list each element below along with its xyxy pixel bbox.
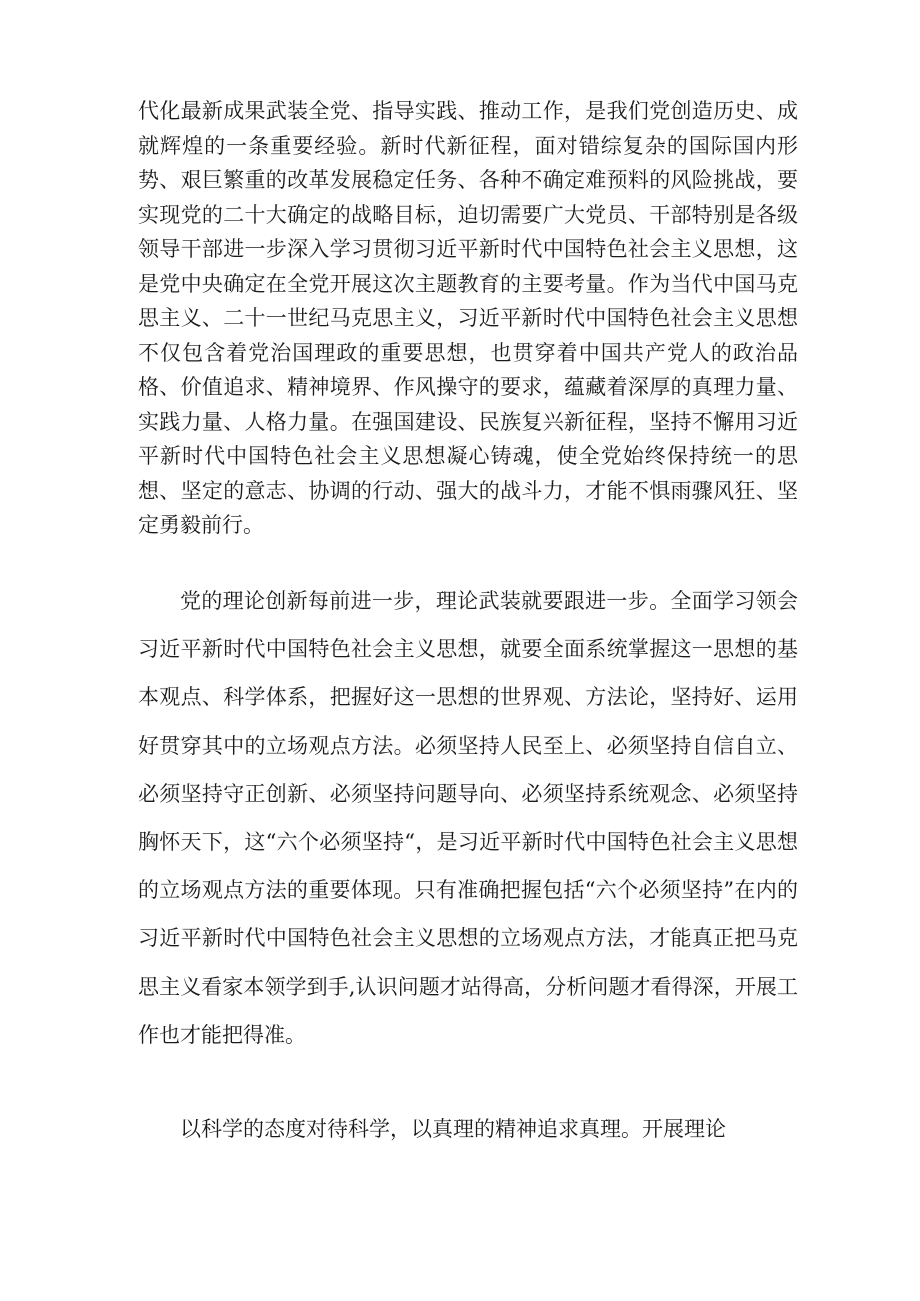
paragraph-2: 党的理论创新每前进一步，理论武装就要跟进一步。全面学习领会习近平新时代中国特色社会主义思想，就要全面系统掌握这一思想的基本观点、科学体系，把握好这一思想的世界观、方法论，坚持好、运用好贯穿其中的立场观点方法。必须坚持人民至上、必须坚持自信自立、必须坚持守正创新、必须坚持问题导向、必须坚持系统观念、必须坚持胸怀天下，这“六个必须坚持“，是习近平新时代中国特色社会主义思想的立场观点方法的重要体现。只有准确把握包括“六个必须坚持”在内的习近平新时代中国特色社会主义思想的立场观点方法，才能真正把马克思主义看家本领学到手,认识问题才站得高，分析问题才看得深，开展工作也才能把得准。 [138, 589, 798, 1047]
paragraph-1: 代化最新成果武装全党、指导实践、推动工作，是我们党创造历史、成就辉煌的一条重要经验。新时代新征程，面对错综复杂的国际国内形势、艰巨繁重的改革发展稳定任务、各种不确定难预料的风险挑战，要实现党的二十大确定的战略目标，迫切需要广大党员、干部特别是各级领导干部进一步深入学习贯彻习近平新时代中国特色社会主义思想，这是党中央确定在全党开展这次主题教育的主要考量。作为当代中国马克思主义、二十一世纪马克思主义，习近平新时代中国特色社会主义思想不仅包含着党治国理政的重要思想，也贯穿着中国共产党人的政治品格、价值追求、精神境界、作风操守的要求，蕴藏着深厚的真理力量、实践力量、人格力量。在强国建设、民族复兴新征程，坚持不懈用习近平新时代中国特色社会主义思想凝心铸魂，使全党始终保持统一的思想、坚定的意志、协调的行动、强大的战斗力，才能不惧雨骤风狂、坚定勇毅前行。 [138, 99, 798, 537]
paragraph-3: 以科学的态度对待科学，以真理的精神追求真理。开展理论 [180, 1117, 726, 1141]
